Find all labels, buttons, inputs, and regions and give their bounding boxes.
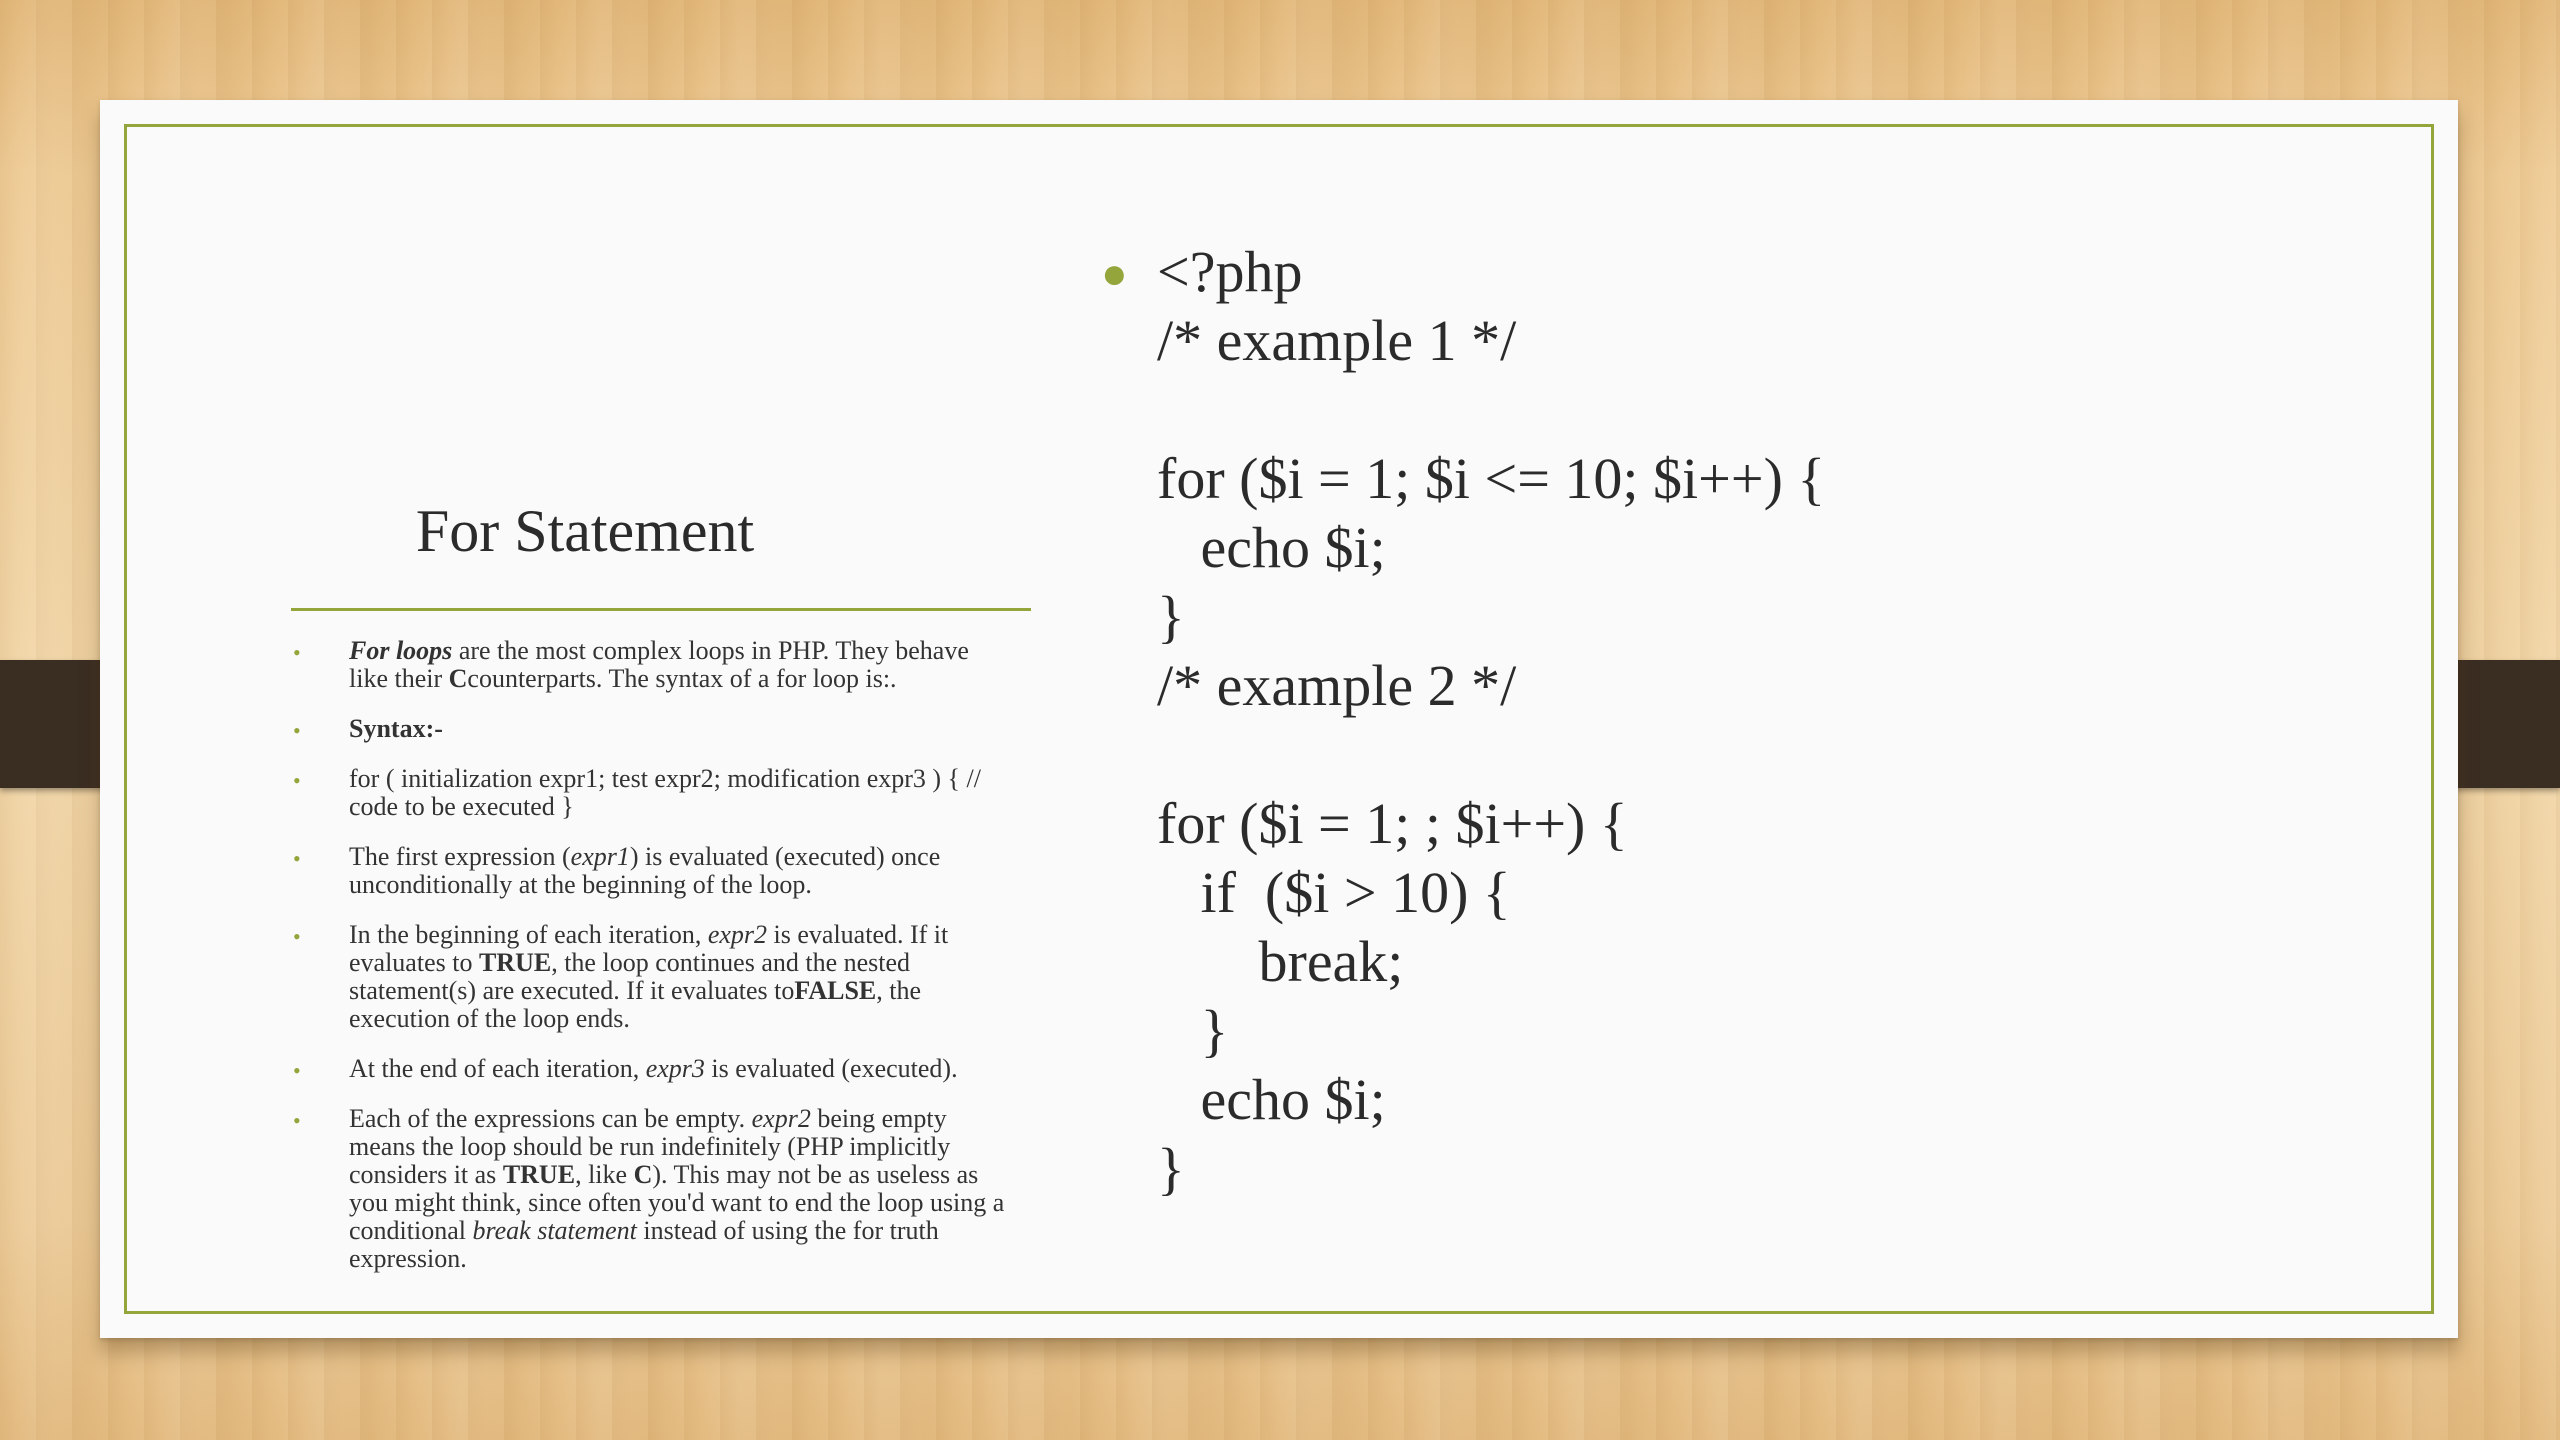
bullet-text-run: At the end of each iteration, (349, 1054, 646, 1083)
bullet-text-run: The first expression ( (349, 842, 571, 871)
bullet-text-run: instead of using the for truth expression. (349, 1216, 939, 1273)
bullet-text-run: is evaluated (executed). (704, 1054, 958, 1083)
bullet-text-run: , like (575, 1160, 634, 1189)
bullet-text-run: expr3 (645, 1054, 705, 1083)
title-underline (291, 608, 1031, 611)
code-line: for ($i = 1; ; $i++) { (1157, 791, 1628, 856)
bullet-item (291, 921, 1011, 1033)
bullet-text-run: C (633, 1160, 653, 1189)
bullet-text-run: C (448, 664, 468, 693)
code-line: for ($i = 1; $i <= 10; $i++) { (1157, 446, 1826, 511)
code-line: } (1157, 1136, 1185, 1201)
bullet-dot-icon: • (293, 1108, 301, 1133)
code-line: } (1157, 998, 1229, 1063)
bullet-text-run: being empty means the loop should be run indefinitely (PHP implicitly considers it as (349, 1104, 951, 1189)
bullet-text-run: In the beginning of each iteration, (349, 920, 708, 949)
bullet-item (291, 715, 1011, 743)
bullet-dot-icon: • (293, 718, 301, 743)
bullet-text-run: break statement (472, 1216, 637, 1245)
bullet-item (291, 765, 1011, 821)
bullet-dot-icon: • (293, 846, 301, 871)
bullet-text-run: for ( initialization expr1; test expr2; modification expr3 ) { // code to be executed } (349, 764, 981, 821)
bullet-text-run: ) is evaluated (executed) once unconditionally at the beginning of the loop. (349, 842, 941, 899)
code-bullet-icon: ● (1101, 249, 1128, 298)
code-line: /* example 1 */ (1157, 308, 1517, 373)
bullet-dot-icon: • (293, 768, 301, 793)
slide-frame (124, 124, 2434, 1314)
bullet-dot-icon: • (293, 640, 301, 665)
bullet-text-run: ). This may not be as useless as you might think, since often you'd want to end the loop using a conditional (349, 1160, 1005, 1245)
bullet-text-run: For loops (349, 636, 453, 665)
code-line: echo $i; (1157, 515, 1386, 580)
bullet-text-run: TRUE (502, 1160, 576, 1189)
bullet-item (291, 1055, 1011, 1083)
bullet-text-run: is evaluated. If it evaluates to (349, 920, 949, 977)
bullet-text-run: are the most complex loops in PHP. They behave like their (349, 636, 969, 693)
bullet-item (291, 843, 1011, 899)
code-example-block (1101, 237, 2157, 1203)
bullet-text-run: counterparts. The syntax of a for loop is:. (467, 664, 897, 693)
slide-paper (100, 100, 2458, 1338)
code-line: <?php (1157, 239, 1303, 304)
bullet-text-run: TRUE (478, 948, 552, 977)
bullet-text-run: FALSE (794, 976, 877, 1005)
bullet-text-run: expr2 (751, 1104, 811, 1133)
bullet-dot-icon: • (293, 924, 301, 949)
bullet-item (291, 1105, 1011, 1273)
code-line: if ($i > 10) { (1157, 860, 1511, 925)
bullet-text-run: Each of the expressions can be empty. (349, 1104, 752, 1133)
bullet-text-run: Syntax:- (349, 714, 443, 743)
code-line: echo $i; (1157, 1067, 1386, 1132)
description-bullet-list (291, 637, 1011, 1295)
code-line: } (1157, 584, 1185, 649)
code-line: break; (1157, 929, 1404, 994)
code-line: /* example 2 */ (1157, 653, 1517, 718)
bullet-text-run: expr2 (707, 920, 768, 949)
code-line (1157, 720, 2157, 789)
code-line (1157, 375, 2157, 444)
slide-title: For Statement (415, 498, 755, 564)
bullet-text-run: expr1 (570, 842, 630, 871)
bullet-dot-icon: • (293, 1058, 301, 1083)
bullet-text-run: , the execution of the loop ends. (349, 976, 922, 1033)
bullet-item (291, 637, 1011, 693)
bullet-text-run: , the loop continues and the nested statement(s) are executed. If it evaluates to (349, 948, 911, 1005)
